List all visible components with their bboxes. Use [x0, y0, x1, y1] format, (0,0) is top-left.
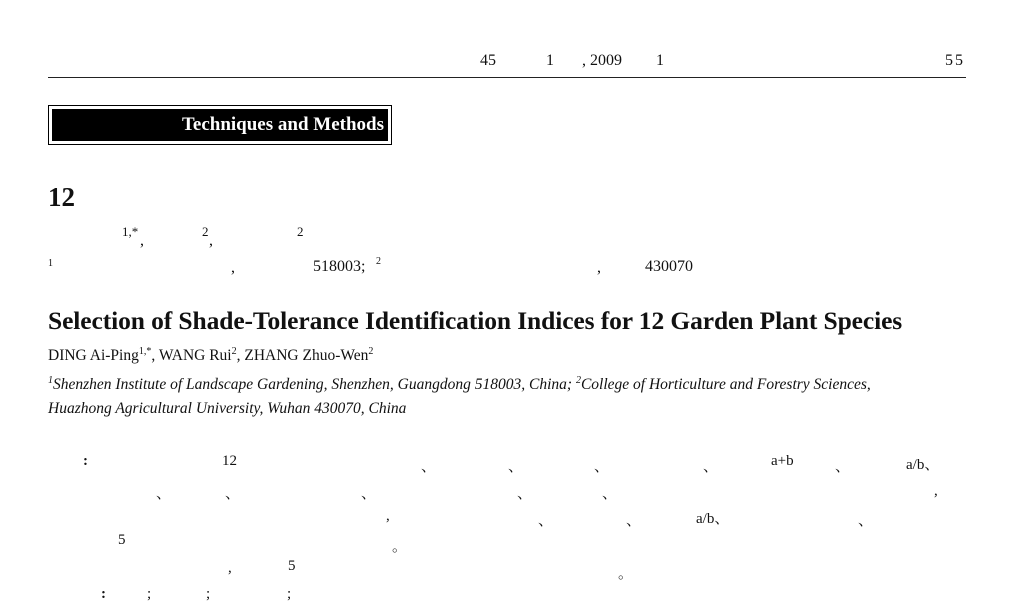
header-page-number: 55 [945, 52, 965, 69]
header-issue: 1 [546, 52, 554, 69]
header-volume: 45 [480, 52, 496, 69]
abstract-period-1: 。 [392, 539, 408, 555]
keywords-colon: : [101, 586, 106, 602]
section-label-box [48, 105, 392, 145]
cn-author-comma-1: , [140, 232, 144, 249]
abstract-chl-ratio-2: a/b、 [696, 511, 730, 527]
abstract-dun-7: 、 [225, 486, 241, 502]
abstract-chl-ratio: a/b、 [906, 457, 940, 473]
cn-affil-separator-1: , [231, 259, 235, 276]
cn-title-number: 12 [48, 182, 75, 212]
author-sep-2: , [236, 347, 245, 365]
author-name-1: DING Ai-Ping [48, 347, 139, 365]
abstract-comma-3: , [228, 560, 232, 576]
cn-author-comma-2: , [209, 232, 213, 249]
author-name-2: WANG Rui [158, 347, 232, 365]
english-title: Selection of Shade-Tolerance Identification Indices for 12 Garden Plant Species [48, 306, 903, 335]
author-sup-3: 2 [368, 346, 374, 357]
affil-sup-1: 1 [48, 375, 53, 386]
abstract-dun-6: 、 [156, 486, 172, 502]
abstract-dun-8: 、 [361, 486, 377, 502]
header-month: 1 [656, 52, 664, 69]
english-affiliation-line-2: Huazhong Agricultural University, Wuhan 430070, China [48, 400, 407, 417]
abstract-dun-1: 、 [421, 459, 437, 475]
cn-affil-postcode-1: 518003; [313, 258, 366, 275]
abstract-comma-2: , [386, 508, 390, 524]
abstract-dun-9: 、 [517, 486, 533, 502]
affil-sup-2: 2 [575, 375, 581, 386]
keywords-semicolon-1: ; [147, 586, 152, 602]
abstract-dun-10: 、 [602, 486, 618, 502]
english-authors [48, 346, 373, 365]
section-label: Techniques and Methods [52, 109, 388, 141]
keywords-semicolon-3: ; [287, 586, 292, 602]
affil-text-2: College of Horticulture and Forestry Sciences, [580, 376, 871, 394]
keywords-semicolon-2: ; [206, 586, 211, 602]
cn-affil-postcode-2: 430070 [645, 258, 693, 275]
author-sup-1: 1,* [138, 346, 152, 357]
abstract-dun-11: 、 [538, 513, 554, 529]
cn-author-marker-3: 2 [297, 224, 304, 239]
affil-text-1: Shenzhen Institute of Landscape Gardening, Shenzhen, Guangdong 518003, China; [53, 376, 576, 394]
header-rule [48, 77, 966, 78]
cn-affil-marker-2: 2 [376, 256, 381, 267]
abstract-number-5b: 5 [288, 558, 296, 574]
author-sep-1: , [151, 347, 159, 365]
abstract-species-count: 12 [222, 453, 237, 469]
abstract-comma-1: , [934, 483, 938, 499]
abstract-dun-5: 、 [835, 459, 851, 475]
abstract-dun-13: 、 [858, 513, 874, 529]
abstract-dun-12: 、 [626, 513, 642, 529]
author-sup-2: 2 [231, 346, 237, 357]
abstract-period-2: 。 [618, 566, 634, 582]
cn-affil-marker-1: 1 [48, 258, 53, 269]
cn-affil-separator-2: , [597, 259, 601, 276]
cn-author-marker-2: 2 [202, 224, 209, 239]
abstract-number-5: 5 [118, 532, 126, 548]
english-affiliation-line-1 [48, 375, 871, 394]
abstract-dun-2: 、 [508, 459, 524, 475]
abstract-dun-3: 、 [594, 459, 610, 475]
header-year: , 2009 [582, 52, 622, 69]
author-name-3: ZHANG Zhuo-Wen [244, 347, 369, 365]
cn-author-marker-1: 1,* [122, 224, 139, 239]
abstract-colon: : [83, 453, 88, 469]
abstract-chl-ab: a+b [771, 453, 794, 469]
abstract-dun-4: 、 [703, 459, 719, 475]
